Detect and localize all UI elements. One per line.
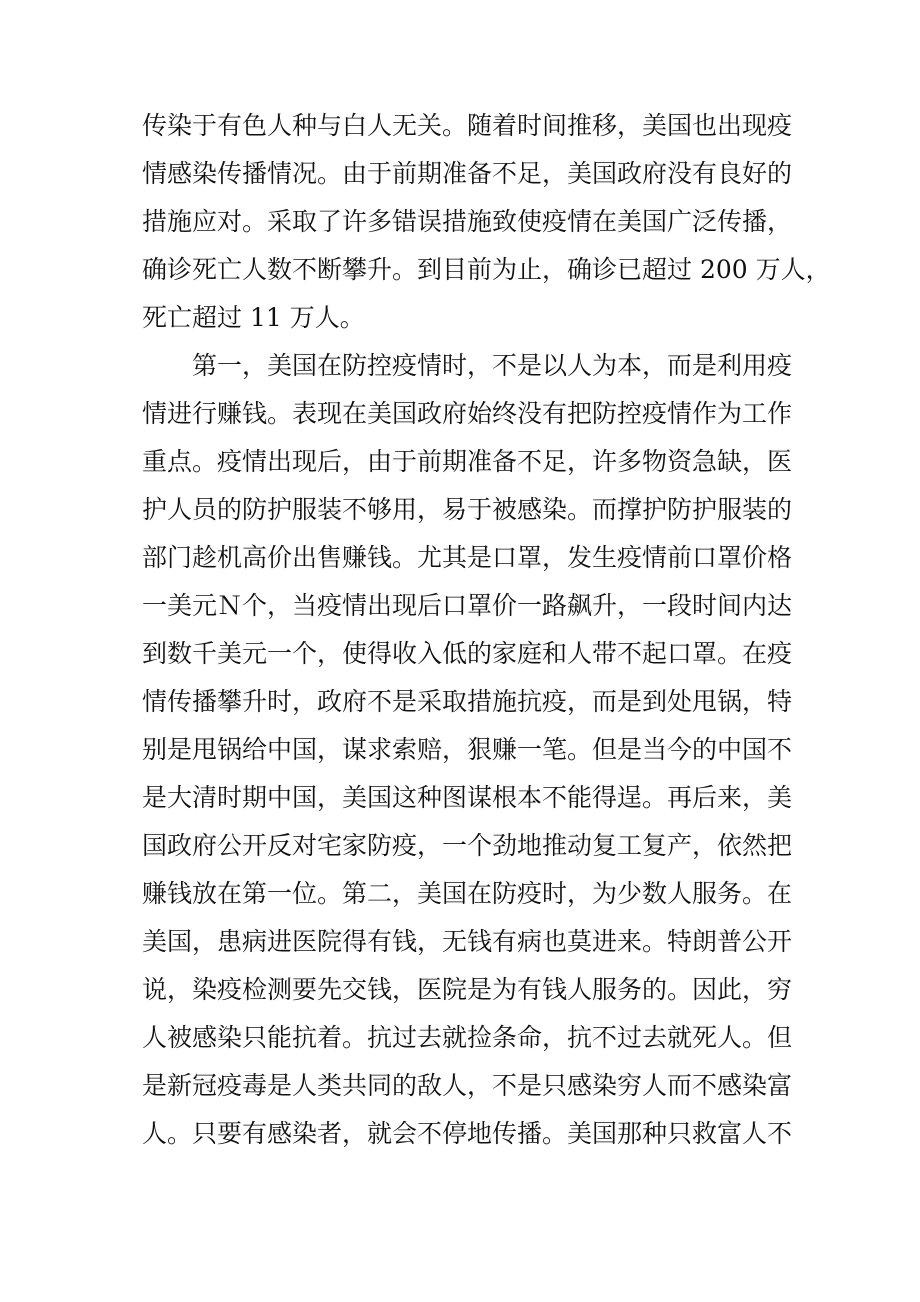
text-line: 说，染疫检测要先交钱，医院是为有钱人服务的。因此，穷 (142, 975, 793, 1004)
text-line: 国政府公开反对宅家防疫，一个劲地推动复工复产，依然把 (142, 831, 793, 860)
text-line: 人。只要有感染者，就会不停地传播。美国那种只救富人不 (142, 1119, 793, 1148)
text-line: 一美元Ｎ个，当疫情出现后口罩价一路飙升，一段时间内达 (142, 591, 793, 620)
text-line: 是新冠疫毒是人类共同的敌人，不是只感染穷人而不感染富 (142, 1071, 793, 1100)
text-line: 情进行赚钱。表现在美国政府始终没有把防控疫情作为工作 (142, 399, 793, 428)
text-line: 美国，患病进医院得有钱，无钱有病也莫进来。特朗普公开 (142, 927, 793, 956)
text-line: 死亡超过 11 万人。 (142, 303, 365, 332)
text-line: 别是甩锅给中国，谋求索赔，狠赚一笔。但是当今的中国不 (142, 735, 793, 764)
body-text (142, 102, 831, 1158)
text-line: 措施应对。采取了许多错误措施致使疫情在美国广泛传播， (142, 207, 793, 236)
text-line: 确诊死亡人数不断攀升。到目前为止，确诊已超过 200 万人， (142, 255, 831, 284)
text-line: 赚钱放在第一位。第二，美国在防疫时，为少数人服务。在 (142, 879, 793, 908)
text-line: 传染于有色人种与白人无关。随着时间推移，美国也出现疫 (142, 111, 793, 140)
text-line: 重点。疫情出现后，由于前期准备不足，许多物资急缺，医 (142, 447, 793, 476)
text-line: 第一，美国在防控疫情时，不是以人为本，而是利用疫 (142, 351, 793, 380)
text-line: 情感染传播情况。由于前期准备不足，美国政府没有良好的 (142, 159, 793, 188)
text-line: 部门趁机高价出售赚钱。尤其是口罩，发生疫情前口罩价格 (142, 543, 793, 572)
text-line: 是大清时期中国，美国这种图谋根本不能得逞。再后来，美 (142, 783, 793, 812)
text-line: 到数千美元一个，使得收入低的家庭和人带不起口罩。在疫 (142, 639, 793, 668)
text-line: 人被感染只能抗着。抗过去就捡条命，抗不过去就死人。但 (142, 1023, 793, 1052)
text-line: 护人员的防护服装不够用，易于被感染。而撑护防护服装的 (142, 495, 793, 524)
text-line: 情传播攀升时，政府不是采取措施抗疫，而是到处甩锅，特 (142, 687, 793, 716)
